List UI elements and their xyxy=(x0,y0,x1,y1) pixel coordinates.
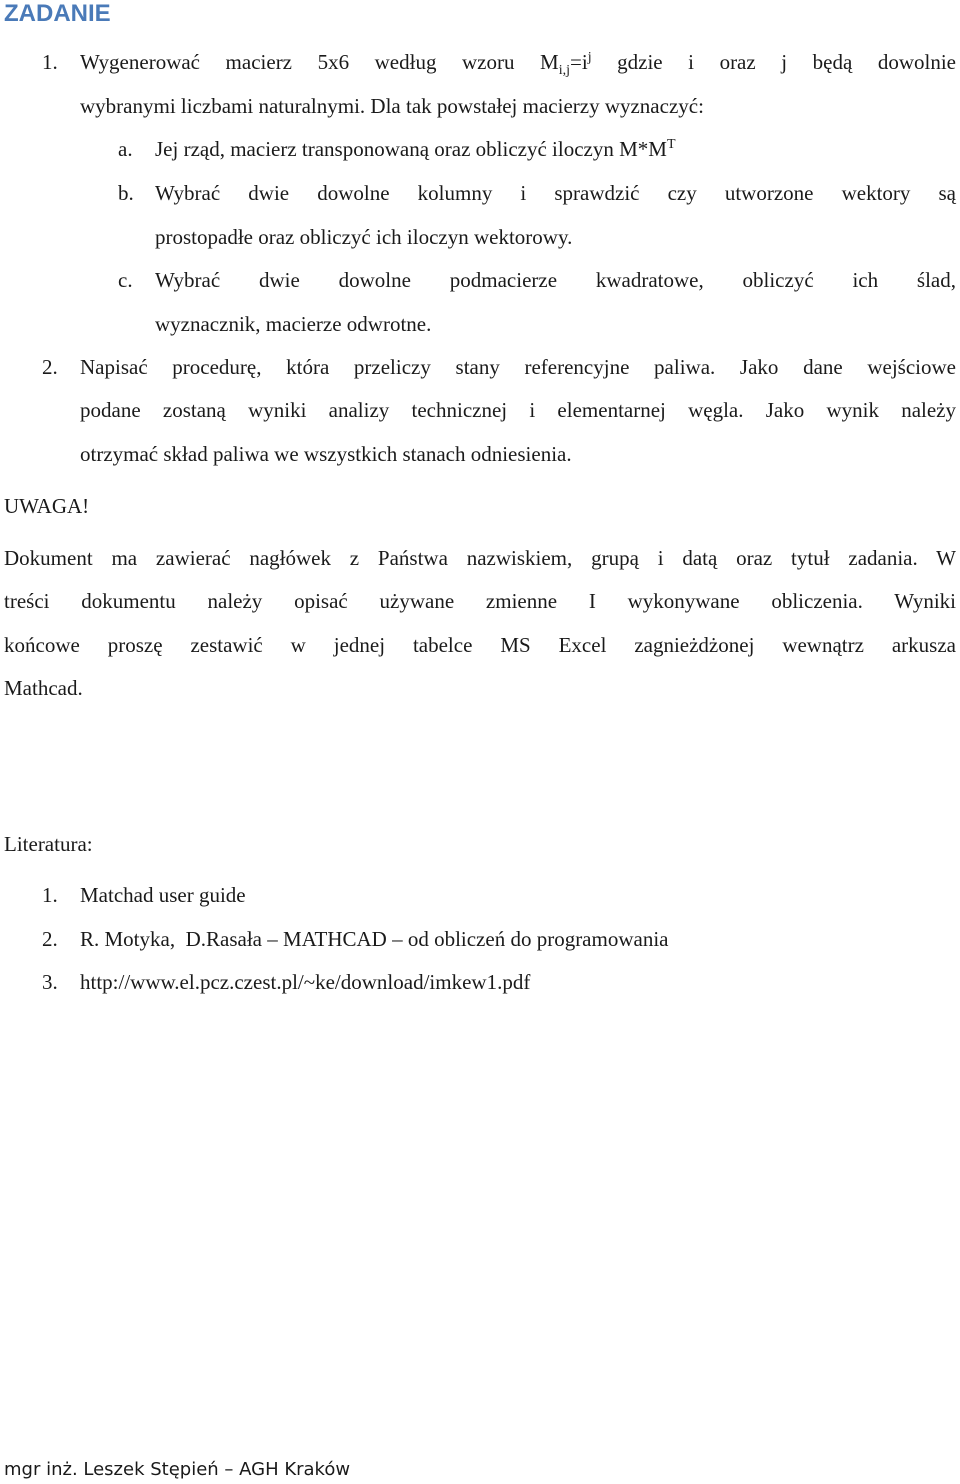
task-2-line-1: Napisać procedurę, która przeliczy stany referencyjne paliwa. Jako dane wejściowe xyxy=(80,355,956,379)
page-footer: mgr inż. Leszek Stępień – AGH Kraków xyxy=(4,1459,351,1480)
literature-item-2: R. Motyka, D.Rasała – MATHCAD – od obliczeń do programowania xyxy=(80,927,669,951)
task-1b-line-1: Wybrać dwie dowolne kolumny i sprawdzić czy utworzone wektory są xyxy=(155,181,956,205)
task-1a-text: Jej rząd, macierz transponowaną oraz obliczyć iloczyn $M*M^T$ xyxy=(155,137,676,161)
literature-item-3: http://www.el.pcz.czest.pl/~ke/download/imkew1.pdf xyxy=(80,970,531,994)
task-1b-line-2: prostopadłe oraz obliczyć ich iloczyn wektorowy. xyxy=(155,225,573,249)
note-line-2: treści dokumentu należy opisać używane zmienne I wykonywane obliczenia. Wyniki xyxy=(4,589,956,613)
note-heading: UWAGA! xyxy=(4,494,90,518)
task-1-line-1: Wygenerować macierz 5x6 według wzoru $M_{i,j}=i^j$ gdzie i oraz j będą dowolnie xyxy=(80,50,957,79)
task-1a-letter: a. xyxy=(118,137,133,161)
literature-heading: Literatura: xyxy=(4,832,93,856)
literature-item-1-number: 1. xyxy=(42,883,58,907)
task-1c-line-1: Wybrać dwie dowolne podmacierze kwadratowe, obliczyć ich ślad, xyxy=(155,268,956,292)
task-1c-line-2: wyznacznik, macierze odwrotne. xyxy=(155,312,432,336)
task-2-line-2: podane zostaną wyniki analizy technicznej i elementarnej węgla. Jako wynik należy xyxy=(80,398,956,422)
task-1b-letter: b. xyxy=(118,181,134,205)
literature-item-1: Matchad user guide xyxy=(80,883,246,907)
note-line-4: Mathcad. xyxy=(4,676,83,700)
page-title: ZADANIE xyxy=(4,0,111,27)
literature-item-3-number: 3. xyxy=(42,970,58,994)
literature-item-2-number: 2. xyxy=(42,927,58,951)
task-2-line-3: otrzymać skład paliwa we wszystkich stanach odniesienia. xyxy=(80,442,572,466)
note-line-3: końcowe proszę zestawić w jednej tabelce MS Excel zagnieżdżonej wewnątrz arkusza xyxy=(4,633,956,657)
note-line-1: Dokument ma zawierać nagłówek z Państwa nazwiskiem, grupą i datą oraz tytuł zadania. W xyxy=(4,546,956,570)
task-2-number: 2. xyxy=(42,355,58,379)
task-1-line-2: wybranymi liczbami naturalnymi. Dla tak powstałej macierzy wyznaczyć: xyxy=(80,94,704,118)
task-1-number: 1. xyxy=(42,50,58,74)
task-1c-letter: c. xyxy=(118,268,133,292)
